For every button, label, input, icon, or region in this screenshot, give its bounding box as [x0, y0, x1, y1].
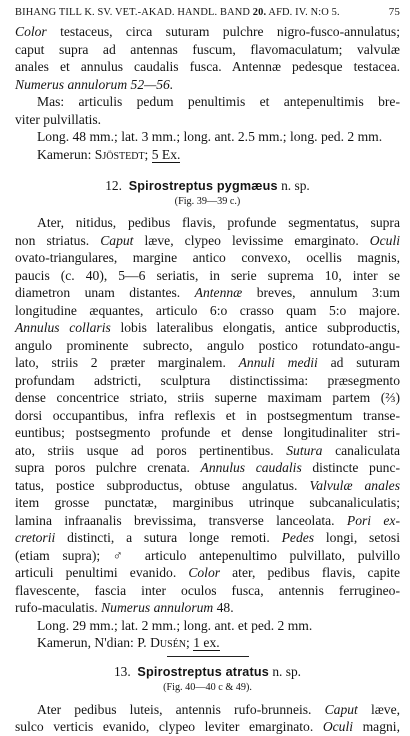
text-line: caput supra ad antennas fuscum, flavomaculatum; valvulæ	[15, 41, 400, 57]
text-line	[15, 319, 400, 337]
line-text: articuli penultimi evanido.	[15, 565, 189, 580]
text-line	[15, 372, 400, 390]
text-line: viter pulvillatis.	[15, 111, 102, 127]
line-text: tatus, postice subproductus, obtuse angulatus.	[15, 477, 310, 493]
issue-number: N:O 5.	[310, 7, 340, 18]
line-text: longitudine æquantes, articulo 6:o crasso quam 5:o majore.	[15, 302, 400, 318]
text-line	[15, 599, 400, 617]
line-text: euntibus; postsegmento profunde et dense longitudinaliter stri-	[15, 425, 400, 440]
prev-species-description	[15, 23, 400, 163]
locality-line	[15, 146, 400, 164]
line-text: læve, clypeo levissime emarginato.	[133, 232, 370, 248]
line-text: lobis lateralibus elongatis, antice subproductis,	[110, 320, 400, 335]
section-divider	[167, 656, 249, 657]
species-12-heading	[15, 177, 400, 195]
text-line	[15, 337, 400, 355]
text-line	[15, 232, 400, 250]
italic-term: Oculi	[369, 232, 400, 248]
species-author: n. sp.	[272, 663, 302, 679]
line-text: dense concentrice striato, striis superne maximam partem (⅔)	[15, 390, 400, 405]
text-line	[15, 701, 400, 719]
measurements-line: Long. 29 mm.; lat. 2 mm.; long. ant. et ped. 2 mm.	[37, 617, 313, 633]
text-line	[15, 23, 400, 41]
text-line	[15, 477, 400, 495]
species-number: 13.	[113, 663, 131, 679]
line-text: distincte punc-	[301, 460, 401, 475]
species-12-description	[15, 214, 400, 617]
text-line	[15, 424, 400, 442]
page-number: 75	[388, 6, 400, 18]
text-line	[15, 389, 400, 407]
line-text: testaceus, circa suturam pulchre nigro-fusco-annulatus;	[60, 24, 400, 39]
text-line: Mas: articulis pedum penultimis et antepenultimis bre-	[37, 94, 400, 109]
italic-term: Numerus annulorum	[101, 600, 214, 615]
line-text: non striatus.	[15, 232, 101, 248]
running-header	[15, 6, 400, 18]
line-text: distincti, a sutura longe remoti.	[55, 530, 282, 545]
text-line	[15, 459, 400, 477]
line-text: læve,	[370, 701, 401, 717]
species-author: n. sp.	[281, 178, 310, 193]
locality: Kamerun, N'dian: P.	[37, 635, 147, 650]
line-text: magni,	[362, 719, 400, 734]
specimen-count: 5 Ex.	[151, 146, 181, 162]
locality: Kamerun:	[37, 146, 92, 162]
italic-term: Numerus annulorum 52—56.	[15, 76, 174, 92]
line-text: breves, annulum 3:um	[242, 285, 400, 300]
running-title	[15, 7, 340, 18]
line-text: supra poros pulchre crenata.	[15, 460, 201, 475]
text-line	[15, 512, 400, 530]
figure-reference: (Fig. 39—39 c.)	[174, 196, 241, 207]
band-label: BAND	[219, 7, 251, 18]
italic-term: Caput	[324, 701, 358, 717]
italic-term: Color	[188, 565, 221, 580]
text-line	[15, 267, 400, 285]
species-13-description	[15, 701, 400, 736]
text-line	[15, 284, 400, 302]
text-line	[15, 582, 400, 600]
line-text: (etiam supra); ♂ articulo antepenultimo pulvillato, pulvillo	[15, 547, 400, 563]
text-line	[15, 76, 400, 94]
italic-term: Color	[15, 24, 47, 39]
text-line	[15, 494, 400, 512]
line-text: Ater, nitidus, pedibus flavis, profunde segmentatus, supra	[37, 215, 400, 230]
line-text: ovato-triangulares, margine antico convexo, ocellis magnis,	[15, 250, 400, 265]
text-line	[15, 442, 400, 460]
line-text: dorsi occupantibus, infra reflexis et in postsegmentum transe-	[15, 407, 400, 423]
afd-label: AFD. IV.	[268, 7, 308, 18]
text-line	[15, 354, 400, 372]
line-text: paucis (c. 40), 5—6 seriatis, in serie suprema 10, inter se	[15, 267, 400, 283]
line-text: Ater pedibus luteis, antennis rufo-brunneis.	[37, 701, 312, 717]
line-text: diametron unam distantes.	[15, 285, 195, 300]
text-line	[15, 214, 400, 232]
italic-term: Caput	[100, 232, 134, 248]
text-line	[15, 564, 400, 582]
text-line	[15, 407, 400, 425]
collector: Sjöstedt;	[94, 146, 149, 162]
italic-term: Pori ex-	[346, 512, 400, 528]
line-text: ater, pedibus flavis, capite	[220, 565, 400, 580]
text-line	[15, 718, 400, 736]
text-line	[15, 249, 400, 267]
species-12-measurements	[15, 617, 400, 652]
journal-title: BIHANG TILL K. SV. VET.-AKAD. HANDL.	[15, 7, 218, 18]
italic-term: Annulus collaris	[15, 320, 111, 335]
line-text: longi, setosi	[314, 530, 400, 545]
line-text: angulo prominente subrecto, angulo postico rotundato-angu-	[15, 337, 400, 353]
species-name: Spirostreptus atratus	[137, 664, 269, 679]
locality-line	[15, 634, 400, 652]
line-text: ad suturam	[317, 355, 400, 370]
page	[15, 6, 400, 736]
text-line	[15, 302, 400, 320]
text-line	[15, 547, 400, 565]
line-text: profundam adstricti, sculptura distinctissima: præsegmento	[15, 372, 400, 388]
italic-term: cretorii	[15, 530, 56, 545]
line-text: sulco verticis evanido, clypeo leviter emarginato.	[15, 719, 314, 734]
italic-term: Sutura	[286, 442, 323, 458]
species-name: Spirostreptus pygmæus	[128, 179, 278, 193]
line-text: canaliculata	[322, 442, 400, 458]
figure-reference: (Fig. 40—40 c & 49).	[163, 681, 252, 693]
line-text: lamina infraanalis brevissima, transverse lanceolata.	[15, 512, 347, 528]
italic-term: Oculi	[322, 719, 354, 734]
text-line	[15, 529, 400, 547]
italic-term: Annulus caudalis	[200, 460, 302, 475]
line-text: 48.	[213, 600, 234, 615]
species-13-heading	[15, 663, 400, 681]
italic-term: Pedes	[281, 530, 315, 545]
italic-term: Antennæ	[194, 285, 243, 300]
line-text: rufo-maculatis.	[15, 600, 102, 615]
text-line: anales et annulus caudalis fusca. Antennæ pedesque testacea.	[15, 59, 400, 74]
line-text: lato, striis 2 præter marginalem.	[15, 355, 239, 370]
line-text: ato, striis usque ad poros pertinentibus.	[15, 442, 287, 458]
line-text: flavescente, fascia inter oculos fusca, antennis ferrugineo-	[15, 582, 400, 598]
specimen-count: 1 ex.	[193, 635, 220, 650]
band-number: 20.	[252, 7, 267, 18]
line-text: item grosse punctatæ, marginibus utrinque subcanaliculatis;	[15, 495, 400, 510]
italic-term: Annuli medii	[238, 355, 318, 370]
species-number: 12.	[105, 178, 122, 193]
measurements-line: Long. 48 mm.; lat. 3 mm.; long. ant. 2.5 mm.; long. ped. 2 mm.	[37, 129, 383, 144]
collector: Dusén;	[150, 635, 190, 650]
italic-term: Valvulæ anales	[309, 477, 401, 493]
